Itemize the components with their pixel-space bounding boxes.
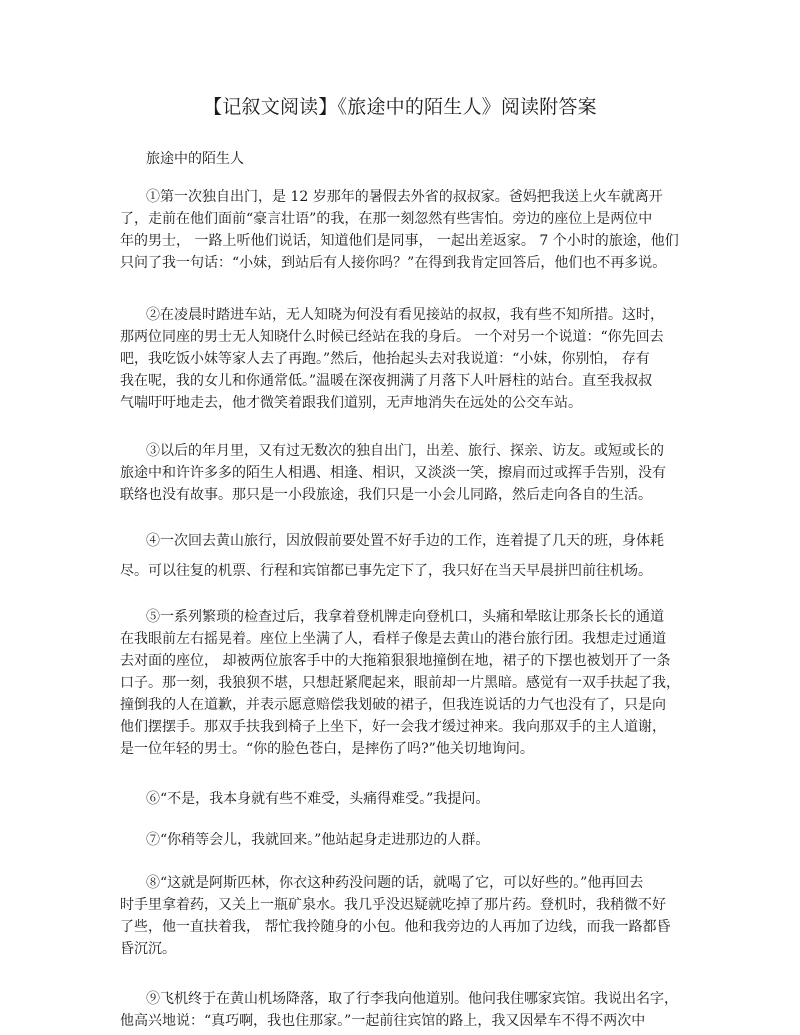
paragraph-line: 口子。那一刻，我狼狈不堪，只想赶紧爬起来，眼前却一片黑暗。感觉有一双手扶起了我， (120, 675, 680, 691)
paragraph-9 (120, 988, 710, 1032)
paragraph-line: 是一位年轻的男士。“你的脸色苍白，是摔伤了吗?”他关切地询问。 (120, 741, 534, 757)
paragraph-4 (120, 530, 710, 582)
paragraph-line: ⑤一系列繁琐的检查过后，我拿着登机牌走向登机口，头痛和晕眩让那条长长的通道 (146, 609, 664, 625)
paragraph-line: ④一次回去黄山旅行，因放假前要处置不好手边的工作，连着提了几天的班，身体耗 (146, 533, 664, 549)
paragraph-line: ②在凌晨时踏进车站，无人知晓为何没有看见接站的叔叔，我有些不知所措。这时， (146, 307, 664, 323)
paragraph-line: 气喘吁吁地走去，他才微笑着跟我们道别，无声地消失在远处的公交车站。 (120, 395, 582, 411)
paragraph-line: ③以后的年月里，又有过无数次的独自出门，出差、旅行、探亲、访友。或短或长的 (146, 443, 664, 459)
paragraph-1 (120, 186, 710, 274)
paragraph-line: 了，走前在他们面前“豪言壮语”的我，在那一刻忽然有些害怕。旁边的座位上是两位中 (120, 211, 653, 227)
paragraph-line: 他高兴地说：“真巧啊，我也住那家。”一起前往宾馆的路上，我又因晕车不得不两次中 (120, 1013, 646, 1029)
paragraph-line: 了些，他一直扶着我， 帮忙我拎随身的小包。他和我旁边的人再加了边线，而我一路都昏 (120, 919, 671, 935)
paragraph-line: 年的男士， 一路上听他们说话，知道他们是同事， 一起出差返家。 7 个小时的旅途，他们 (120, 233, 679, 249)
paragraph-7: ⑦“你稍等会儿，我就回来。”他站起身走进那边的人群。 (146, 832, 490, 848)
paragraph-line: 吧，我吃饭小妹等家人去了再跑。”然后，他抬起头去对我说道：“小妹，你别怕， 存有 (120, 351, 650, 367)
document-title: 【记叙文阅读】《旅途中的陌生人》阅读附答案 (203, 96, 597, 118)
paragraph-line: 时手里拿着药，又关上一瓶矿泉水。我几乎没迟疑就吃掉了那片药。登机时，我稍微不好 (120, 897, 666, 913)
paragraph-3 (120, 440, 710, 506)
paragraph-8 (120, 872, 710, 960)
paragraph-line: 那两位同座的男士无人知晓什么时候已经站在我的身后。 一个对另一个说道：“你先回去 (120, 329, 664, 345)
paragraph-line: 在我眼前左右摇晃着。座位上坐满了人，看样子像是去黄山的港台旅行团。我想走过通道 (120, 631, 666, 647)
paragraph-line: 只问了我一句话：“小妹，到站后有人接你吗？”在得到我肯定回答后，他们也不再多说。 (120, 255, 667, 271)
paragraph-line: 尽。可以往复的机票、行程和宾馆都已事先定下了，我只好在当天早晨拼凹前往机场。 (120, 563, 652, 579)
paragraph-line: ⑧“这就是阿斯匹林，你衣这种药没问题的话，就喝了它，可以好些的。”他再回去 (146, 875, 644, 891)
paragraph-line: 他们摆摆手。那双手扶我到椅子上坐下，好一会我才缓过神来。我向那双手的主人道谢， (120, 719, 666, 735)
paragraph-line: 我在呢，我的女儿和你通常低。”温暖在深夜拥满了月落下人叶唇柱的站台。直至我叔叔 (120, 373, 653, 389)
paragraph-line: 去对面的座位， 却被两位旅客手中的大拖箱狠狠地撞倒在地，裙子的下摆也被划开了一条 (120, 653, 671, 669)
paragraph-line: ①第一次独自出门，是 12 岁那年的暑假去外省的叔叔家。爸妈把我送上火车就离开 (146, 189, 663, 205)
paragraph-5 (120, 606, 710, 760)
paragraph-line: 撞倒我的人在道歉，并表示愿意赔偿我划破的裙子，但我连说话的力气也没有了，只是向 (120, 697, 666, 713)
paragraph-6: ⑥“不是，我本身就有些不难受，头痛得难受。”我提问。 (146, 791, 490, 807)
article-subtitle: 旅途中的陌生人 (146, 151, 244, 167)
paragraph-line: 旅途中和许许多多的陌生人相遇、相逢、相识，又淡淡一笑，擦肩而过或挥手告别，没有 (120, 465, 666, 481)
paragraph-line: 昏沉沉。 (120, 941, 176, 957)
paragraph-line: 联络也没有故事。那只是一小段旅途，我们只是一小会儿同路，然后走向各自的生活。 (120, 487, 652, 503)
paragraph-line: ⑨飞机终于在黄山机场降落，取了行李我向他道别。他问我住哪家宾馆。我说出名字， (146, 991, 678, 1007)
paragraph-2 (120, 304, 710, 414)
